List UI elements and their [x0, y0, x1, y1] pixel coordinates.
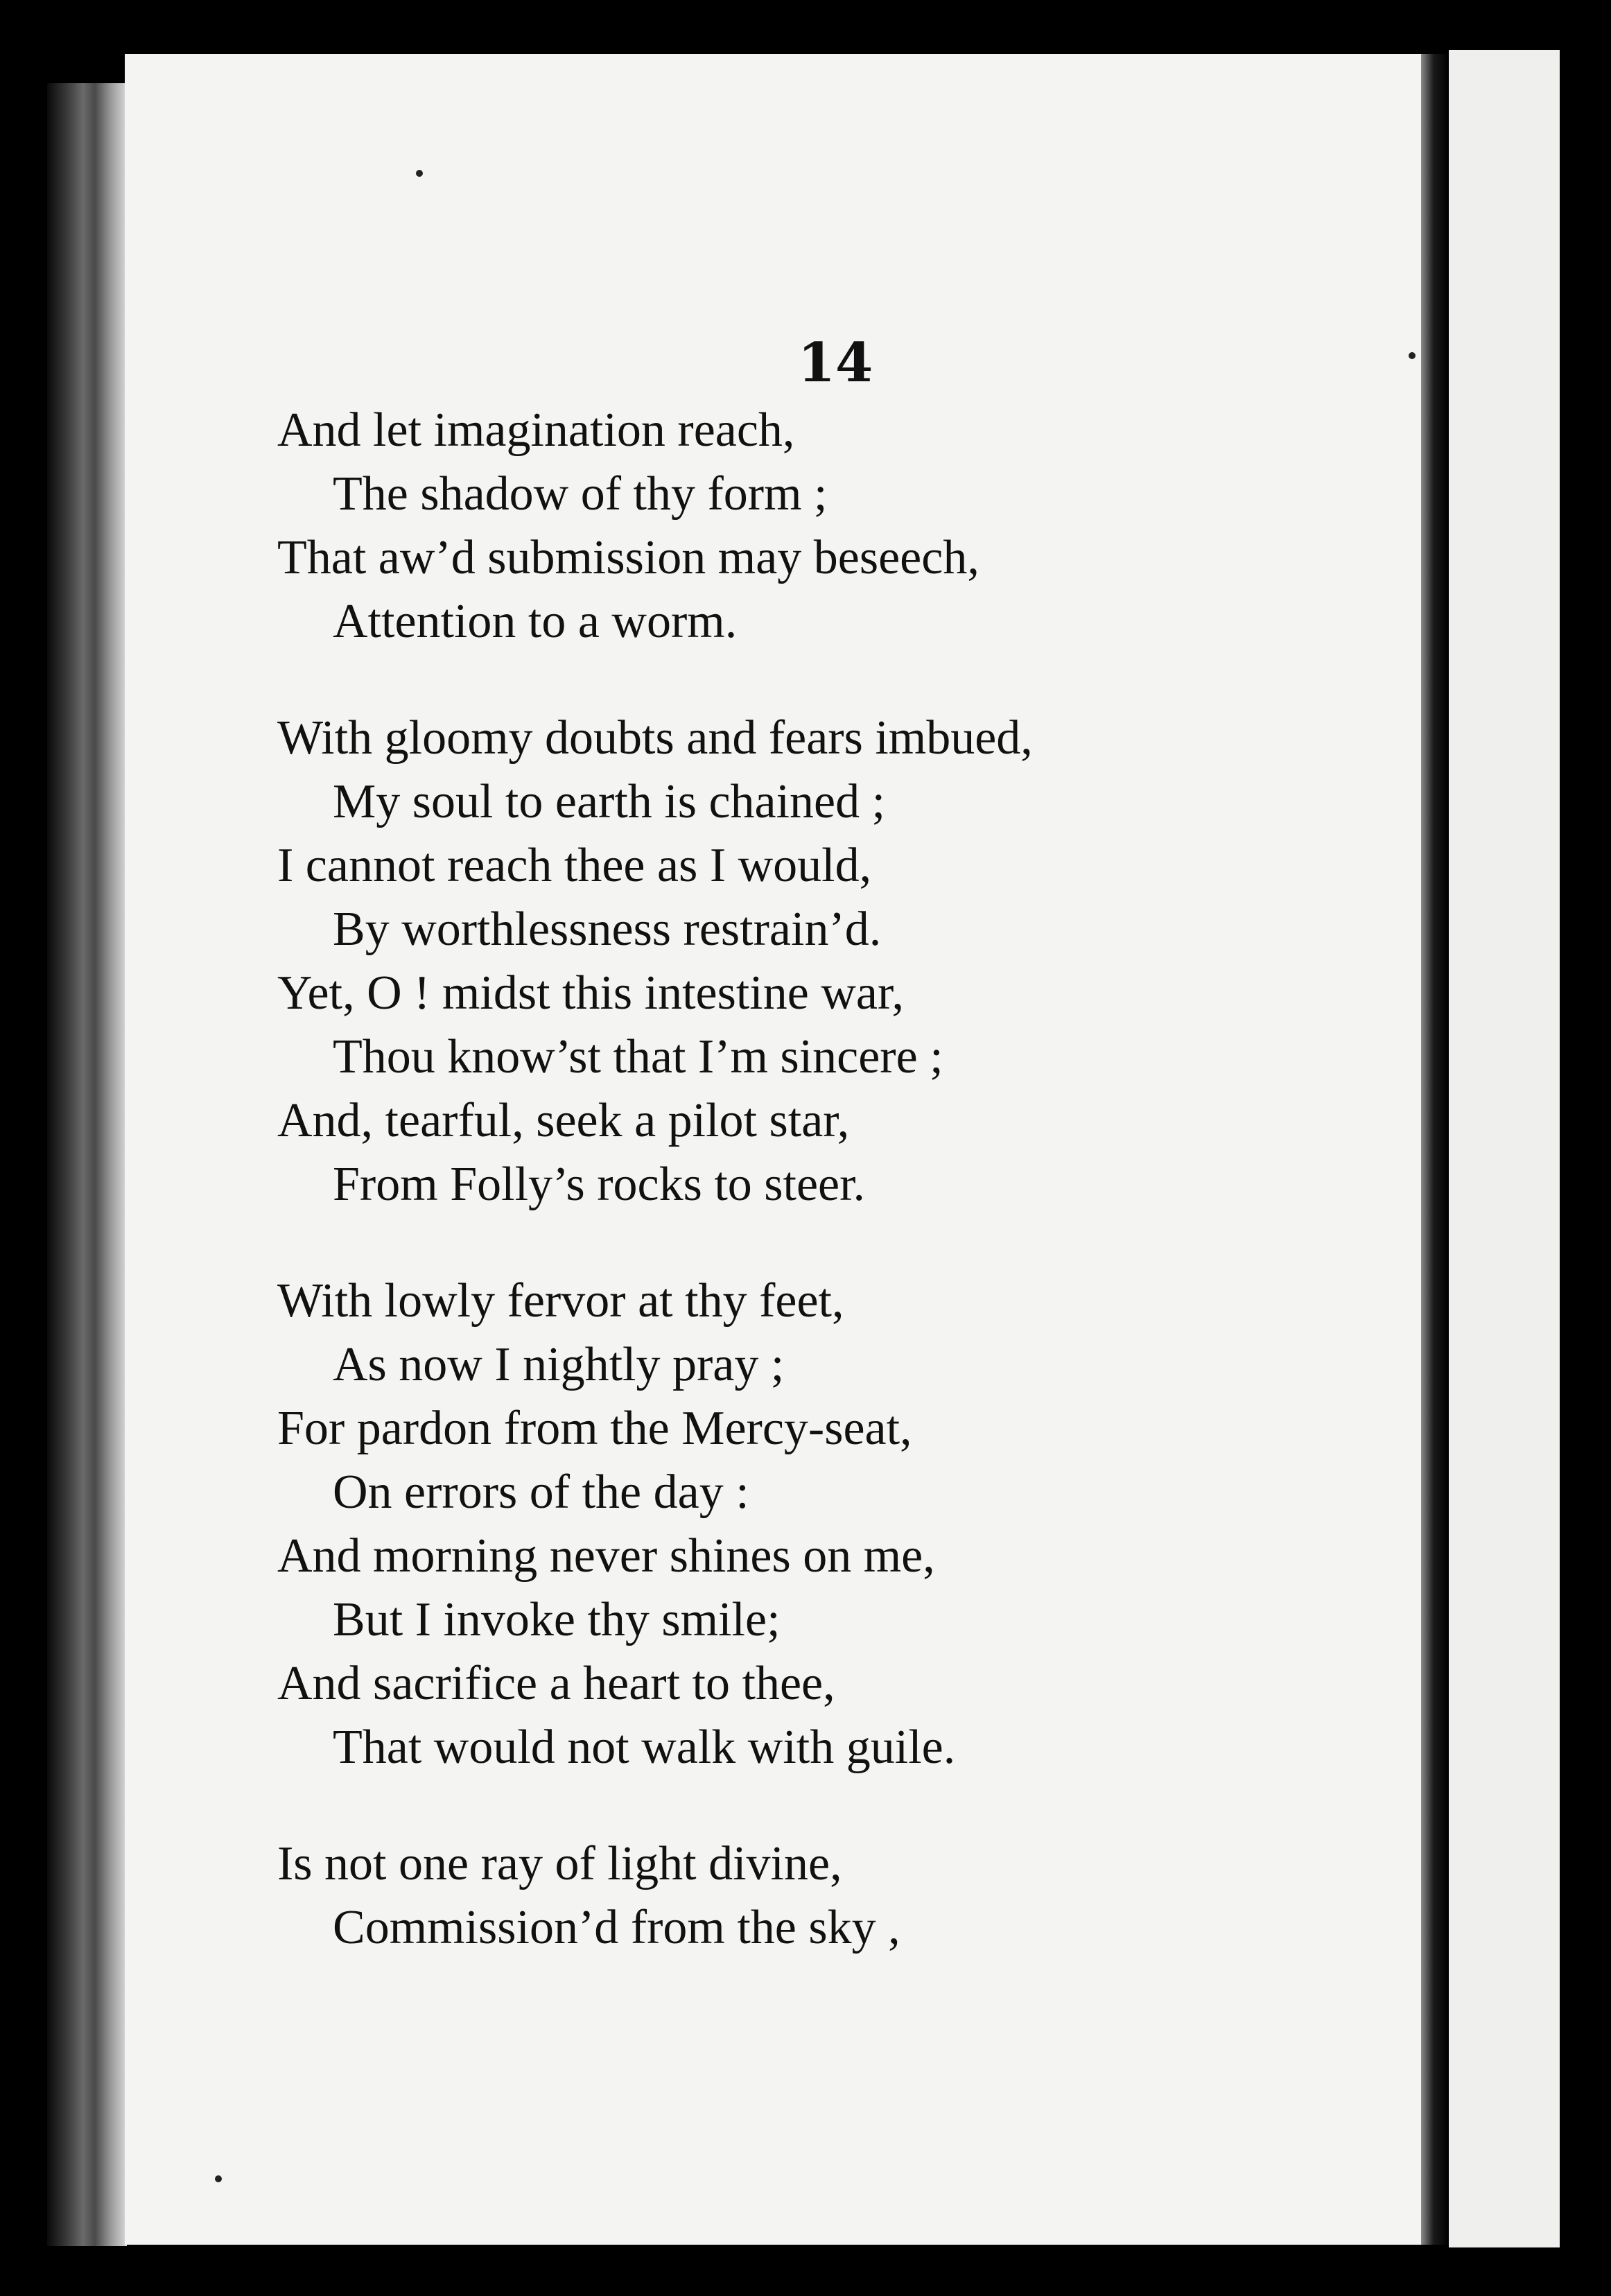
poem-line: Yet, O ! midst this intestine war, — [277, 966, 904, 1020]
poem-line: Thou know’st that I’m sincere ; — [333, 1030, 943, 1084]
poem-line: That aw’d submission may beseech, — [277, 531, 979, 584]
poem-line: With lowly fervor at thy feet, — [277, 1274, 844, 1328]
stanza — [277, 1269, 1317, 1780]
poem-line: I cannot reach thee as I would, — [277, 839, 872, 892]
facing-page-edge — [1449, 50, 1560, 2247]
book-gutter-shadow — [47, 83, 127, 2246]
poem-line: The shadow of thy form ; — [333, 467, 828, 521]
poem-line: Is not one ray of light divine, — [277, 1837, 842, 1890]
paper-speck — [416, 170, 423, 177]
page-number: 14 — [797, 331, 873, 394]
stanza — [277, 706, 1317, 1217]
poem-line: And morning never shines on me, — [277, 1529, 935, 1583]
poem-line: On errors of the day : — [333, 1466, 749, 1519]
poem-line: For pardon from the Mercy-seat, — [277, 1402, 912, 1455]
poem-line: With gloomy doubts and fears imbued, — [277, 711, 1033, 765]
poem-line: And, tearful, seek a pilot star, — [277, 1094, 850, 1147]
poem-line: And let imagination reach, — [277, 403, 795, 457]
poem-line: That would not walk with guile. — [333, 1721, 956, 1774]
stanza — [277, 399, 1317, 654]
poem-line: My soul to earth is chained ; — [333, 775, 886, 828]
poem-line: By worthlessness restrain’d. — [333, 903, 882, 956]
page-edge-shadow — [1421, 54, 1449, 2245]
poem-line: Commission’d from the sky , — [333, 1901, 900, 1954]
paper-speck — [1409, 352, 1416, 359]
poem-body — [277, 399, 1317, 2012]
poem-line: As now I nightly pray ; — [333, 1338, 785, 1391]
poem-line: From Folly’s rocks to steer. — [333, 1158, 866, 1211]
poem-line: But I invoke thy smile; — [333, 1593, 781, 1646]
poem-line: Attention to a worm. — [333, 595, 738, 648]
stanza — [277, 1832, 1317, 1960]
paper-speck — [215, 2175, 222, 2182]
poem-line: And sacrifice a heart to thee, — [277, 1657, 835, 1710]
